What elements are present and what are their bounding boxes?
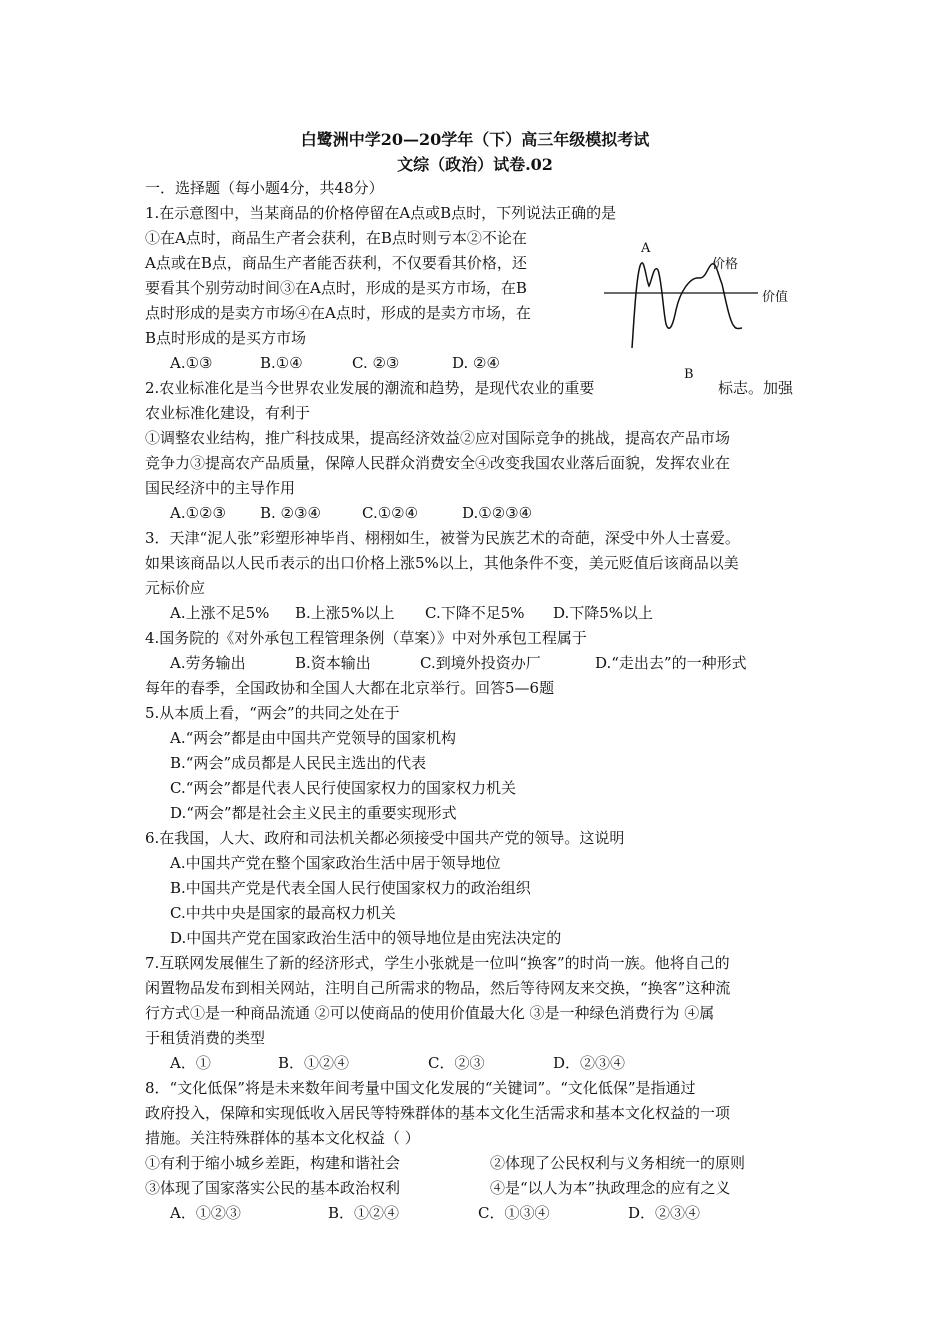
q8-choice-3: ③体现了国家落实公民的基本政治权利 — [145, 1179, 401, 1197]
value-label: 价值 — [762, 290, 789, 305]
q5-option-c: C.“两会”都是代表人民行使国家权力的国家权力机关 — [170, 779, 517, 797]
q7-option-c: C．②③ — [428, 1054, 485, 1072]
q1-text-line: 点时形成的是卖方市场④在A点时，形成的是卖方市场，在 — [145, 304, 531, 322]
q2-option-d: D.①②③④ — [462, 504, 533, 522]
q8-option-b: B．①②④ — [328, 1204, 400, 1222]
q8-choice-1: ①有利于缩小城乡差距，构建和谐社会 — [145, 1154, 401, 1172]
q7-text-line: 于租赁消费的类型 — [145, 1029, 266, 1047]
q8-choice-4: ④是“以人为本”执政理念的应有之义 — [490, 1179, 731, 1197]
q3-option-d: D.下降5%以上 — [553, 604, 654, 622]
q1-text-line: A点或在B点，商品生产者能否获利，不仅要看其价格，还 — [145, 254, 527, 272]
q8-option-d: D．②③④ — [628, 1204, 701, 1222]
q1-option-a: A.①③ — [170, 354, 213, 372]
q6-option-b: B.中国共产党是代表全国人民行使国家权力的政治组织 — [170, 879, 531, 897]
q5-stem: 5.从本质上看，“两会”的共同之处在于 — [145, 704, 400, 722]
q4-option-b: B.资本输出 — [295, 654, 371, 672]
q5-option-a: A.“两会”都是由中国共产党领导的国家机构 — [170, 729, 456, 747]
q7-text-line: 行方式①是一种商品流通 ②可以使商品的使用价值最大化 ③是一种绿色消费行为 ④属 — [145, 1004, 715, 1022]
q1-option-d: D. ②④ — [452, 354, 500, 372]
exam-subtitle: 文综（政治）试卷.02 — [397, 155, 553, 174]
q4-option-c: C.到境外投资办厂 — [420, 654, 541, 672]
q1-option-b: B.①④ — [260, 354, 303, 372]
q7-text-line: 闲置物品发布到相关网站，注明自己所需求的物品，然后等待网友来交换，“换客”这种流 — [145, 979, 731, 997]
q1-stem: 1.在示意图中，当某商品的价格停留在A点或B点时，下列说法正确的是 — [145, 204, 617, 222]
q5-option-b: B.“两会”成员都是人民民主选出的代表 — [170, 754, 427, 772]
q2-option-b: B. ②③④ — [260, 504, 321, 522]
price-curve — [632, 263, 742, 348]
q4-option-d: D.“走出去”的一种形式 — [595, 654, 747, 672]
q3-option-a: A.上涨不足5% — [170, 604, 270, 622]
q3-option-b: B.上涨5%以上 — [295, 604, 395, 622]
q8-option-c: C．①③④ — [478, 1204, 550, 1222]
q7-option-b: B．①②④ — [278, 1054, 350, 1072]
q6-option-d: D.中国共产党在国家政治生活中的领导地位是由宪法决定的 — [170, 929, 562, 947]
price-label: 价格 — [712, 257, 739, 272]
q6-option-a: A.中国共产党在整个国家政治生活中居于领导地位 — [170, 854, 501, 872]
q6-stem: 6.在我国，人大、政府和司法机关都必须接受中国共产党的领导。这说明 — [145, 829, 625, 847]
q2-stem-tail: 标志。加强 — [718, 379, 794, 397]
q1-text-line: B点时形成的是买方市场 — [145, 329, 307, 347]
q2-text-line: 国民经济中的主导作用 — [145, 479, 296, 497]
q2-option-c: C.①②④ — [362, 504, 419, 522]
q2-option-a: A.①②③ — [170, 504, 226, 522]
q2-stem: 2.农业标准化是当今世界农业发展的潮流和趋势，是现代农业的重要 — [145, 379, 595, 397]
q4-stem: 4.国务院的《对外承包工程管理条例（草案）》中对外承包工程属于 — [145, 629, 587, 647]
q2-text-line: 竞争力③提高农产品质量，保障人民群众消费安全④改变我国农业落后面貌，发挥农业在 — [145, 454, 731, 472]
q3-option-c: C.下降不足5% — [425, 604, 525, 622]
exam-title: 白鹭洲中学20—20学年（下）高三年级模拟考试 — [300, 130, 650, 149]
q1-option-c: C. ②③ — [352, 354, 400, 372]
q7-option-a: A．① — [170, 1054, 211, 1072]
q3-text-line: 元标价应 — [145, 579, 206, 597]
q8-text-line: 政府投入，保障和实现低收入居民等特殊群体的基本文化生活需求和基本文化权益的一项 — [145, 1104, 731, 1122]
q3-text-line: 如果该商品以人民币表示的出口价格上涨5%以上，其他条件不变，美元贬值后该商品以美 — [145, 554, 739, 572]
point-a-label: A — [641, 241, 651, 256]
q8-choice-2: ②体现了公民权利与义务相统一的原则 — [490, 1154, 746, 1172]
q8-option-a: A．①②③ — [170, 1204, 241, 1222]
section-heading: 一．选择题（每小题4分，共48分） — [145, 179, 384, 197]
point-b-label: B — [684, 367, 694, 382]
q3-stem: 3．天津“泥人张”彩塑形神毕肖、栩栩如生，被誉为民族艺术的奇葩，深受中外人士喜爱。 — [145, 529, 740, 547]
q2-text-line: ①调整农业结构，推广科技成果，提高经济效益②应对国际竞争的挑战，提高农产品市场 — [145, 429, 731, 447]
q8-text-line: 措施。关注特殊群体的基本文化权益（ ） — [145, 1129, 420, 1147]
q7-option-d: D．②③④ — [553, 1054, 626, 1072]
q7-stem: 7.互联网发展催生了新的经济形式，学生小张就是一位叫“换客”的时尚一族。他将自己的 — [145, 954, 730, 972]
q4-option-a: A.劳务输出 — [170, 654, 246, 672]
q5-6-intro: 每年的春季，全国政协和全国人大都在北京举行。回答5—6题 — [145, 679, 555, 697]
q2-text-line: 农业标准化建设，有利于 — [145, 404, 311, 422]
q8-stem: 8．“文化低保”将是未来数年间考量中国文化发展的“关键词”。“文化低保”是指通过 — [145, 1079, 696, 1097]
q5-option-d: D.“两会”都是社会主义民主的重要实现形式 — [170, 804, 457, 822]
q1-text-line: 要看其个别劳动时间③在A点时，形成的是买方市场，在B — [145, 279, 527, 297]
q6-option-c: C.中共中央是国家的最高权力机关 — [170, 904, 396, 922]
q1-text-line: ①在A点时，商品生产者会获利，在B点时则亏本②不论在 — [145, 229, 527, 247]
